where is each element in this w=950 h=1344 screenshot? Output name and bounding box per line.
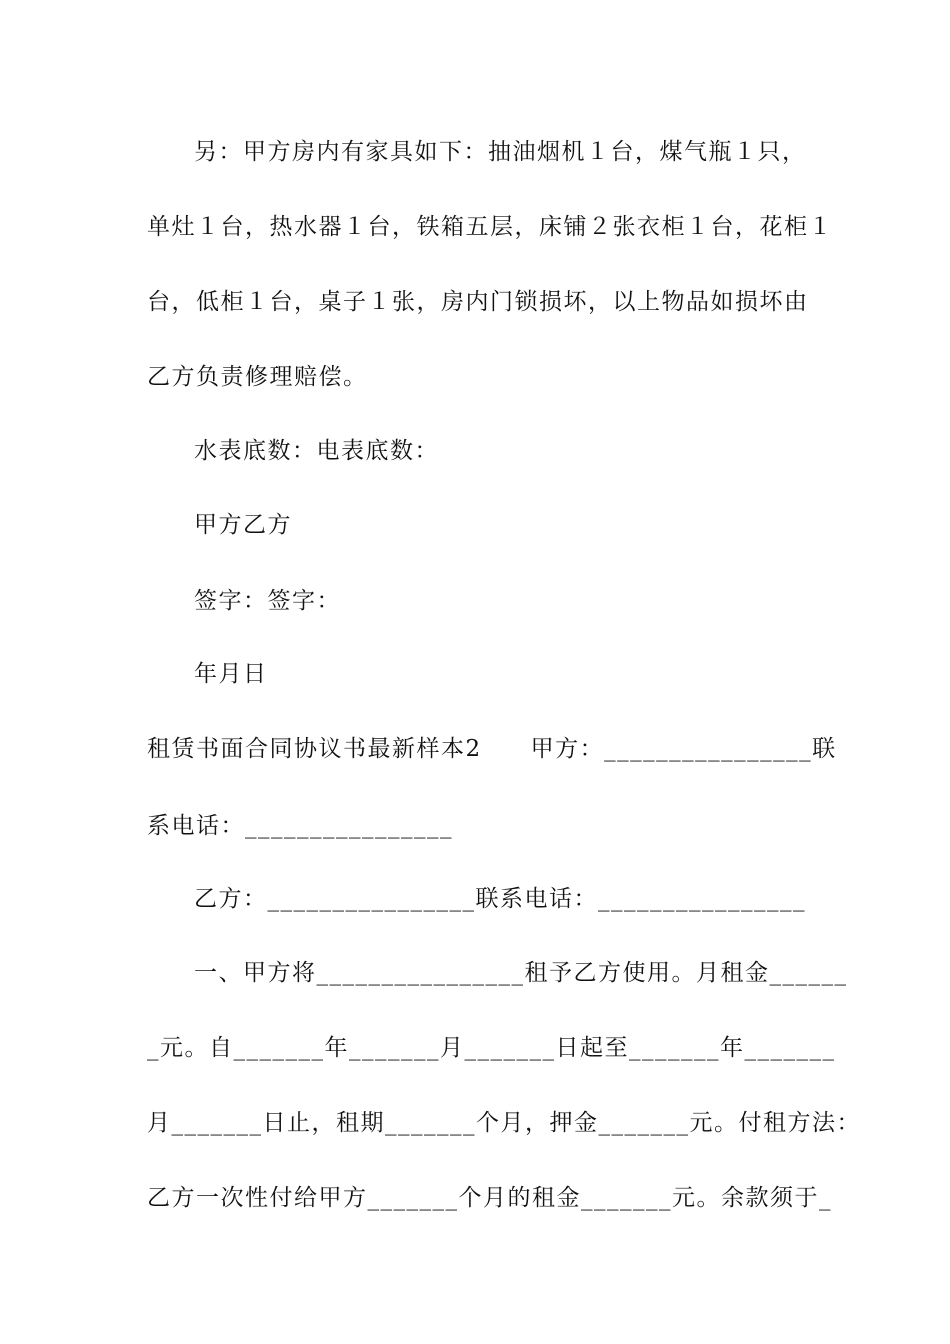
meter-readings-line: 水表底数：电表底数： [194,438,439,464]
paragraph-line-furniture-list: 单灶１台，热水器１台，铁箱五层，床铺２张衣柜１台，花柜１ [147,214,833,240]
party-a-phone-line: 系电话：________________ [147,813,453,839]
paragraph-line-furniture-damage: 台，低柜１台，桌子１张，房内门锁损坏，以上物品如损坏由 [147,289,809,315]
rent-period-start-line: _元。自_______年_______月_______日起至_______年_______ [147,1035,836,1061]
signature-line: 签字：签字： [194,588,341,614]
clause-one-line: 一、甲方将________________租予乙方使用。月租金______ [194,960,848,986]
contract-title-party-a-line: 租赁书面合同协议书最新样本2 甲方：________________联 [147,736,837,762]
party-b-line: 乙方：________________联系电话：________________ [194,886,806,912]
paragraph-line-furniture-intro: 另：甲方房内有家具如下：抽油烟机１台，煤气瓶１只， [194,139,807,165]
rent-period-end-line: 月_______日止，租期_______个月，押金_______元。付租方法： [147,1110,861,1136]
date-line: 年月日 [194,661,268,687]
payment-method-line: 乙方一次性付给甲方_______个月的租金_______元。余款须于_ [147,1185,832,1211]
paragraph-line-repair-liability: 乙方负责修理赔偿。 [147,364,368,390]
parties-line: 甲方乙方 [194,512,292,538]
